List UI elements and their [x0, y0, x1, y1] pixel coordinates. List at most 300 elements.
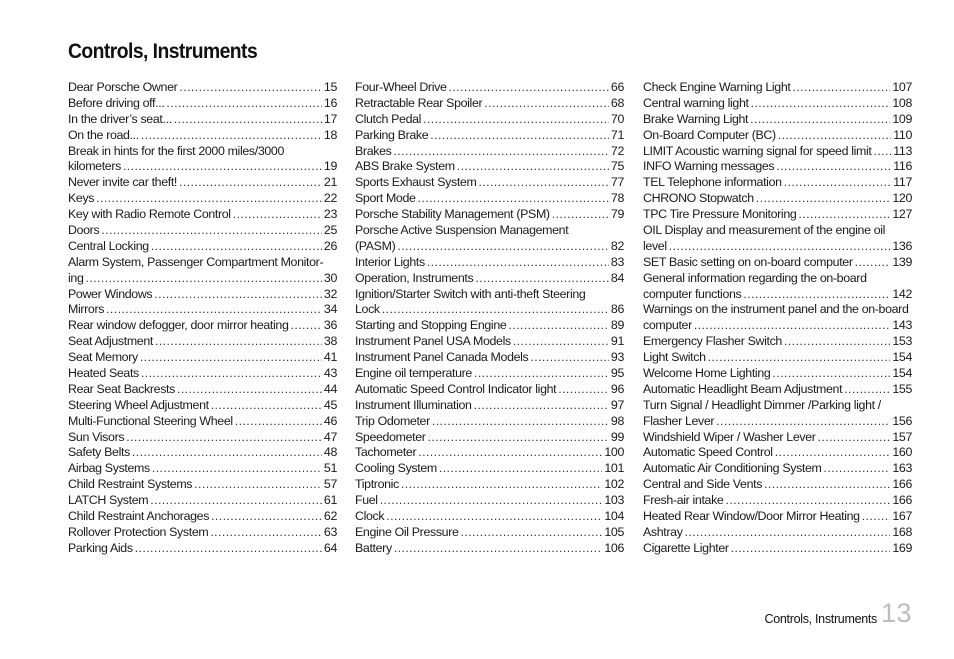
toc-entry-page: 98 — [610, 413, 624, 428]
toc-entry — [643, 287, 912, 303]
dot-leader — [685, 525, 891, 541]
toc-entry-title: Tiptronic — [355, 477, 399, 492]
toc-entry-title: Clutch Pedal — [355, 111, 422, 126]
toc-entry — [643, 302, 912, 318]
toc-entry-page: 93 — [610, 350, 624, 365]
dot-leader — [439, 461, 603, 477]
dot-leader — [166, 96, 321, 112]
toc-entry — [68, 271, 337, 287]
dot-leader — [423, 112, 609, 128]
toc-entry-page: 127 — [892, 207, 912, 222]
toc-entry-title: Four-Wheel Drive — [355, 80, 447, 94]
dot-leader — [179, 80, 322, 96]
dot-leader — [784, 334, 890, 350]
toc-entry-page: 110 — [893, 127, 912, 142]
toc-entry — [355, 80, 624, 96]
toc-entry-page: 51 — [323, 461, 337, 476]
toc-entry-page: 97 — [610, 397, 624, 412]
dot-leader — [418, 191, 609, 207]
toc-column-1 — [68, 80, 337, 557]
toc-entry — [68, 112, 337, 128]
toc-entry-title: ABS Brake System — [355, 159, 455, 174]
toc-entry — [643, 493, 912, 509]
toc-entry-title: Operation, Instruments — [355, 270, 474, 285]
toc-entry — [643, 350, 912, 366]
toc-entry-page: 84 — [610, 270, 624, 285]
toc-entry-title: Speedometer — [355, 429, 426, 444]
dot-leader — [427, 255, 609, 271]
toc-entry-page: 156 — [892, 413, 912, 428]
dot-leader — [211, 509, 322, 525]
toc-entry — [643, 382, 912, 398]
toc-entry-title: level — [643, 238, 667, 253]
toc-entry-page: 62 — [323, 509, 337, 524]
toc-entry-title: Sport Mode — [355, 191, 416, 206]
toc-entry-title: Doors — [68, 223, 100, 238]
dot-leader — [694, 318, 891, 334]
dot-leader — [418, 445, 602, 461]
toc-entry-page: 86 — [610, 302, 624, 317]
dot-leader — [393, 144, 608, 160]
toc-entry-title: INFO Warning messages — [643, 159, 775, 174]
toc-entry-page: 75 — [610, 159, 624, 174]
toc-entry-page: 116 — [893, 159, 912, 174]
dot-leader — [430, 128, 609, 144]
toc-entry-title: Rollover Protection System — [68, 524, 209, 539]
toc-entry-title: Heated Seats — [68, 366, 139, 381]
toc-entry-title: Trip Odometer — [355, 413, 430, 428]
toc-entry-page: 157 — [892, 429, 912, 444]
toc-entry-page: 57 — [323, 477, 337, 492]
dot-leader — [558, 382, 609, 398]
toc-entry — [355, 112, 624, 128]
toc-entry-page: 66 — [610, 80, 624, 94]
dot-leader — [140, 350, 322, 366]
toc-entry-title: Automatic Air Conditioning System — [643, 461, 822, 476]
toc-entry-title: On-Board Computer (BC) — [643, 127, 776, 142]
dot-leader — [474, 366, 609, 382]
toc-entry-title: ing — [68, 270, 84, 285]
toc-entry — [643, 80, 912, 96]
toc-entry-page: 163 — [892, 461, 912, 476]
toc-entry-page: 168 — [892, 524, 912, 539]
toc-entry-page: 46 — [323, 413, 337, 428]
toc-entry — [68, 207, 337, 223]
dot-leader — [380, 493, 603, 509]
dot-leader — [792, 80, 890, 96]
toc-entry — [68, 223, 337, 239]
toc-entry-page: 89 — [610, 318, 624, 333]
dot-leader — [96, 191, 322, 207]
toc-entry-title: Tachometer — [355, 445, 417, 460]
dot-leader — [798, 207, 890, 223]
dot-leader — [461, 525, 603, 541]
dot-leader — [386, 509, 602, 525]
toc-entry-page: 154 — [892, 366, 912, 381]
dot-leader — [818, 430, 891, 446]
footer-section-label: Controls, Instruments — [764, 612, 877, 626]
toc-entry-page: 23 — [323, 207, 337, 222]
toc-entry — [355, 302, 624, 318]
toc-entry — [643, 239, 912, 255]
toc-entry — [643, 159, 912, 175]
toc-entry — [68, 493, 337, 509]
toc-entry — [643, 318, 912, 334]
toc-entry — [355, 525, 624, 541]
dot-leader — [874, 144, 892, 160]
toc-entry-title: Central Locking — [68, 238, 149, 253]
toc-entry — [643, 509, 912, 525]
toc-entry-title: LIMIT Acoustic warning signal for speed limit — [643, 143, 872, 158]
toc-entry-page: 154 — [892, 350, 912, 365]
dot-leader — [475, 271, 609, 287]
toc-entry — [643, 414, 912, 430]
toc-entry-page: 96 — [610, 381, 624, 396]
toc-entry — [68, 477, 337, 493]
dot-leader — [743, 287, 890, 303]
toc-entry — [68, 398, 337, 414]
dot-leader — [123, 159, 322, 175]
toc-entry — [355, 191, 624, 207]
toc-entry-title: kilometers — [68, 159, 121, 174]
toc-entry-title: Warnings on the instrument panel and the on-board — [643, 302, 909, 317]
toc-entry-title: Automatic Speed Control Indicator light — [355, 381, 557, 396]
toc-entry-page: 102 — [604, 477, 624, 492]
toc-entry — [68, 287, 337, 303]
toc-entry-title: Battery — [355, 540, 392, 555]
toc-entry — [68, 430, 337, 446]
toc-entry-title: Windshield Wiper / Washer Lever — [643, 429, 816, 444]
toc-entry — [355, 350, 624, 366]
toc-entry-title: Check Engine Warning Light — [643, 80, 791, 94]
dot-leader — [152, 461, 322, 477]
toc-entry-page: 30 — [323, 270, 337, 285]
toc-entry-title: Never invite car theft! — [68, 175, 178, 190]
toc-entry — [643, 175, 912, 191]
dot-leader — [194, 477, 322, 493]
toc-entry-title: Cigarette Lighter — [643, 540, 729, 555]
toc-entry-page: 142 — [892, 286, 912, 301]
toc-entry-page: 77 — [610, 175, 624, 190]
dot-leader — [235, 414, 322, 430]
toc-entry — [355, 430, 624, 446]
dot-leader — [432, 414, 609, 430]
toc-entry — [68, 175, 337, 191]
toc-entry-page: 34 — [323, 302, 337, 317]
toc-entry-page: 72 — [610, 143, 624, 158]
toc-entry-title: computer functions — [643, 286, 742, 301]
dot-leader — [855, 255, 891, 271]
toc-entry-title: Rear window defogger, door mirror heating — [68, 318, 289, 333]
toc-entry-title: Interior Lights — [355, 254, 425, 269]
dot-leader — [474, 398, 609, 414]
toc-entry — [643, 541, 912, 557]
toc-entry — [355, 477, 624, 493]
dot-leader — [179, 175, 322, 191]
toc-entry-title: Porsche Stability Management (PSM) — [355, 207, 550, 222]
toc-entry — [355, 461, 624, 477]
toc-entry-title: Sun Visors — [68, 429, 125, 444]
toc-entry — [643, 128, 912, 144]
dot-leader — [478, 175, 608, 191]
toc-entry-title: Brake Warning Light — [643, 111, 749, 126]
toc-entry-title: OIL Display and measurement of the engine oil — [643, 223, 886, 238]
toc-entry-title: Flasher Lever — [643, 413, 715, 428]
toc-entry-title: Fuel — [355, 493, 378, 508]
dot-leader — [669, 239, 891, 255]
dot-leader — [784, 175, 892, 191]
toc-entry-page: 109 — [892, 111, 912, 126]
toc-entry-title: Seat Memory — [68, 350, 138, 365]
toc-entry-page: 21 — [323, 175, 337, 190]
toc-entry — [68, 159, 337, 175]
dot-leader — [824, 461, 891, 477]
toc-entry-page: 22 — [323, 191, 337, 206]
toc-entry-title: Safety Belts — [68, 445, 130, 460]
dot-leader — [155, 334, 322, 350]
toc-entry — [643, 223, 912, 239]
toc-entry-title: Welcome Home Lighting — [643, 366, 771, 381]
toc-entry — [68, 144, 337, 160]
toc-entry-page: 47 — [323, 429, 337, 444]
toc-entry-title: CHRONO Stopwatch — [643, 191, 754, 206]
toc-entry — [68, 128, 337, 144]
toc-entry-title: Parking Brake — [355, 127, 429, 142]
dot-leader — [106, 302, 322, 318]
toc-entry-title: Porsche Active Suspension Management — [355, 223, 569, 238]
toc-entry-page: 166 — [892, 477, 912, 492]
toc-entry — [68, 334, 337, 350]
dot-leader — [708, 350, 891, 366]
toc-entry-page: 61 — [323, 493, 337, 508]
toc-entry-page: 64 — [323, 540, 337, 555]
dot-leader — [764, 477, 890, 493]
toc-entry-title: Multi-Functional Steering Wheel — [68, 413, 233, 428]
toc-entry — [355, 318, 624, 334]
toc-entry-title: Heated Rear Window/Door Mirror Heating — [643, 509, 860, 524]
toc-entry — [355, 509, 624, 525]
toc-entry-page: 166 — [892, 493, 912, 508]
dot-leader — [141, 128, 322, 144]
toc-entry-title: Retractable Rear Spoiler — [355, 95, 483, 110]
toc-entry — [643, 271, 912, 287]
toc-entry-page: 139 — [892, 254, 912, 269]
toc-entry-title: Parking Aids — [68, 540, 133, 555]
toc-entry-page: 68 — [610, 95, 624, 110]
toc-entry-page: 15 — [323, 80, 337, 94]
toc-entry-page: 104 — [604, 509, 624, 524]
toc-entry-page: 117 — [893, 175, 912, 190]
toc-entry-title: On the road... — [68, 127, 139, 142]
toc-entry — [643, 112, 912, 128]
toc-entry-page: 108 — [892, 95, 912, 110]
toc-entry — [68, 239, 337, 255]
toc-entry-page: 78 — [610, 191, 624, 206]
toc-entry — [643, 191, 912, 207]
toc-entry-title: Seat Adjustment — [68, 334, 153, 349]
dot-leader — [394, 541, 603, 557]
toc-entry-title: Before driving off... — [68, 95, 165, 110]
toc-entry-page: 82 — [610, 238, 624, 253]
toc-entry — [355, 271, 624, 287]
toc-entry-title: Power Windows — [68, 286, 153, 301]
toc-entry-page: 19 — [323, 159, 337, 174]
dot-leader — [210, 525, 322, 541]
toc-entry-page: 100 — [604, 445, 624, 460]
toc-entry-page: 101 — [604, 461, 624, 476]
toc-entry-page: 32 — [323, 286, 337, 301]
toc-entry — [355, 493, 624, 509]
toc-entry — [643, 461, 912, 477]
toc-entry — [643, 96, 912, 112]
dot-leader — [775, 445, 891, 461]
dot-leader — [772, 366, 890, 382]
dot-leader — [233, 207, 322, 223]
dot-leader — [151, 239, 322, 255]
toc-entry-title: Lock — [355, 302, 380, 317]
toc-entry — [643, 525, 912, 541]
dot-leader — [291, 318, 322, 334]
toc-column-2 — [355, 80, 624, 557]
dot-leader — [401, 477, 602, 493]
dot-leader — [530, 350, 609, 366]
toc-entry-page: 136 — [892, 238, 912, 253]
toc-entry-title: Child Restraint Anchorages — [68, 509, 210, 524]
toc-entry-title: Automatic Headlight Beam Adjustment — [643, 381, 843, 396]
toc-entry-title: Ignition/Starter Switch with anti-theft Steering — [355, 286, 586, 301]
toc-entry-title: Brakes — [355, 143, 392, 158]
dot-leader — [177, 382, 322, 398]
toc-entry-title: Child Restraint Systems — [68, 477, 193, 492]
toc-entry-title: Instrument Illumination — [355, 397, 472, 412]
toc-entry-page: 79 — [610, 207, 624, 222]
dot-leader — [135, 541, 322, 557]
toc-entry-page: 113 — [893, 143, 912, 158]
toc-entry-page: 91 — [610, 334, 624, 349]
toc-entry-page: 106 — [604, 540, 624, 555]
toc-entry-title: Break in hints for the first 2000 miles/3000 — [68, 143, 285, 158]
dot-leader — [448, 80, 608, 96]
toc-entry-page: 99 — [610, 429, 624, 444]
toc-entry-title: Engine Oil Pressure — [355, 524, 459, 539]
toc-entry — [68, 509, 337, 525]
toc-entry-title: Light Switch — [643, 350, 706, 365]
toc-entry-title: Engine oil temperature — [355, 366, 472, 381]
toc-entry-page: 44 — [323, 381, 337, 396]
dot-leader — [86, 271, 322, 287]
toc-entry-title: Instrument Panel USA Models — [355, 334, 511, 349]
toc-entry-title: Sports Exhaust System — [355, 175, 477, 190]
toc-entry-title: Dear Porsche Owner — [68, 80, 178, 94]
toc-entry — [355, 334, 624, 350]
toc-entry — [68, 445, 337, 461]
toc-entry — [68, 80, 337, 96]
dot-leader — [174, 112, 322, 128]
toc-entry-page: 41 — [323, 350, 337, 365]
toc-entry — [68, 382, 337, 398]
page-number: 13 — [880, 598, 912, 628]
toc-entry — [355, 175, 624, 191]
toc-entry — [68, 525, 337, 541]
toc-entry-title: Fresh-air intake — [643, 493, 724, 508]
toc-entry — [68, 414, 337, 430]
toc-entry-page: 155 — [892, 381, 912, 396]
toc-entry-page: 153 — [892, 334, 912, 349]
toc-entry — [643, 430, 912, 446]
dot-leader — [513, 334, 609, 350]
toc-entry — [643, 144, 912, 160]
toc-entry-title: TEL Telephone information — [643, 175, 782, 190]
dot-leader — [716, 414, 890, 430]
dot-leader — [428, 430, 609, 446]
toc-entry — [355, 382, 624, 398]
toc-entry-title: Steering Wheel Adjustment — [68, 397, 209, 412]
toc-entry-title: Ashtray — [643, 524, 683, 539]
toc-entry-title: Emergency Flasher Switch — [643, 334, 782, 349]
dot-leader — [484, 96, 609, 112]
toc-entry-title: Alarm System, Passenger Compartment Monitor- — [68, 254, 324, 269]
dot-leader — [862, 509, 891, 525]
toc-entry — [355, 287, 624, 303]
toc-entry — [643, 334, 912, 350]
toc-entry-page: 160 — [892, 445, 912, 460]
toc-entry-title: Clock — [355, 509, 385, 524]
toc-entry — [643, 445, 912, 461]
toc-entry — [68, 461, 337, 477]
toc-entry — [68, 350, 337, 366]
toc-entry — [355, 255, 624, 271]
toc-entry-title: Airbag Systems — [68, 461, 150, 476]
toc-entry — [355, 414, 624, 430]
toc-entry-title: Central and Side Vents — [643, 477, 763, 492]
toc-entry-page: 26 — [323, 238, 337, 253]
toc-entry-title: Automatic Speed Control — [643, 445, 773, 460]
toc-entry — [643, 398, 912, 414]
toc-entry-title: Cooling System — [355, 461, 437, 476]
dot-leader — [211, 398, 322, 414]
toc-entry-page: 36 — [323, 318, 337, 333]
toc-entry-page: 38 — [323, 334, 337, 349]
toc-entry-title: General information regarding the on-board — [643, 270, 867, 285]
dot-leader — [126, 430, 322, 446]
dot-leader — [750, 112, 890, 128]
toc-entry-page: 18 — [323, 127, 337, 142]
toc-entry — [355, 239, 624, 255]
dot-leader — [154, 287, 322, 303]
toc-entry-title: Key with Radio Remote Control — [68, 207, 231, 222]
toc-entry-title: SET Basic setting on on-board computer — [643, 254, 853, 269]
dot-leader — [508, 318, 609, 334]
toc-entry — [68, 302, 337, 318]
toc-entry — [355, 159, 624, 175]
toc-entry-page: 95 — [610, 366, 624, 381]
toc-entry-page: 83 — [610, 254, 624, 269]
toc-entry-page: 143 — [892, 318, 912, 333]
toc-entry — [355, 128, 624, 144]
toc-entry — [68, 541, 337, 557]
toc-entry — [68, 191, 337, 207]
toc-entry — [355, 207, 624, 223]
toc-column-3 — [643, 80, 912, 557]
toc-entry — [643, 255, 912, 271]
toc-entry-title: LATCH System — [68, 493, 149, 508]
toc-entry-page: 71 — [610, 127, 624, 142]
toc-entry-page: 105 — [604, 524, 624, 539]
toc-entry — [355, 96, 624, 112]
toc-entry-title: Central warning light — [643, 95, 749, 110]
toc-entry-page: 70 — [610, 111, 624, 126]
toc-entry-page: 43 — [323, 366, 337, 381]
